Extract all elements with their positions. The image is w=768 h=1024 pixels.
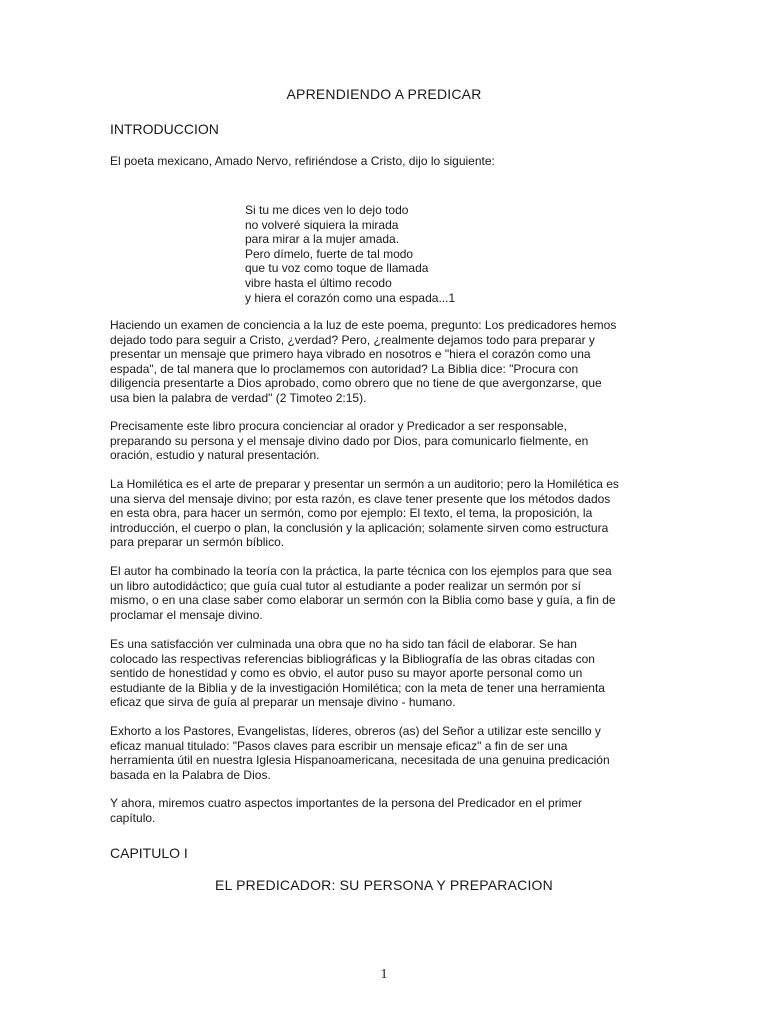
poem-quote <box>245 203 455 305</box>
paragraph-line: La Homilética es el arte de preparar y presentar un sermón a un auditorio; pero la Homilética es <box>110 477 619 491</box>
body-paragraph <box>110 637 670 710</box>
paragraph-line: mismo, o en una clase saber como elaborar un sermón con la Biblia como base y guía, a fin de <box>110 593 616 608</box>
paragraph-line: capítulo. <box>110 810 156 825</box>
paragraph-line: sentido de honestidad y como es obvio, el autor puso su mayor aporte personal como un <box>110 666 583 681</box>
poem-line: no volveré siquiera la mirada <box>245 217 399 232</box>
poem-line: vibre hasta el último recodo <box>245 275 392 290</box>
chapter-heading: CAPITULO I <box>110 845 188 861</box>
paragraph-line: proclamar el mensaje divino. <box>110 607 263 622</box>
paragraph-line: Precisamente este libro procura concienciar al orador y Predicador a ser responsable, <box>110 419 567 433</box>
poem-line: Pero dímelo, fuerte de tal modo <box>245 246 414 261</box>
body-paragraph <box>110 564 670 622</box>
paragraph-line: una sierva del mensaje divino; por esta razón, es clave tener presente que los métodos dados <box>110 491 611 506</box>
poem-line: Si tu me dices ven lo dejo todo <box>245 203 409 217</box>
paragraph-line: espada", de tal manera que lo proclamemos con autoridad? La Biblia dice: "Procura con <box>110 361 579 376</box>
section-heading-introduccion: INTRODUCCION <box>110 121 219 137</box>
paragraph-line: introducción, el cuerpo o plan, la conclusión y la aplicación; solamente sirven como estructura <box>110 520 609 535</box>
paragraph-line: El poeta mexicano, Amado Nervo, refiriéndose a Cristo, dijo lo siguiente: <box>110 154 495 168</box>
document-title: APRENDIENDO A PREDICAR <box>286 86 482 102</box>
paragraph-line: usa bien la palabra de verdad" (2 Timoteo 2:15). <box>110 390 367 405</box>
body-paragraph <box>110 419 670 463</box>
chapter-title: EL PREDICADOR: SU PERSONA Y PREPARACION <box>215 877 553 893</box>
body-paragraph <box>110 796 670 825</box>
paragraph-line: para preparar un sermón bíblico. <box>110 535 285 550</box>
poem-line: y hiera el corazón como una espada...1 <box>245 290 456 305</box>
paragraph-line: El autor ha combinado la teoría con la práctica, la parte técnica con los ejemplos para que sea <box>110 564 612 578</box>
intro-paragraph <box>110 154 670 169</box>
paragraph-line: un libro autodidáctico; que guía cual tutor al estudiante a poder realizar un sermón por sí <box>110 578 581 593</box>
paragraph-line: estudiante de la Biblia y de la investigación Homilética; con la meta de tener una herramienta <box>110 680 605 695</box>
paragraph-line: Exhorto a los Pastores, Evangelistas, líderes, obreros (as) del Señor a utilizar este sencillo y <box>110 724 601 738</box>
paragraph-line: eficaz manual titulado: "Pasos claves para escribir un mensaje eficaz" a fin de ser una <box>110 738 568 753</box>
paragraph-line: Y ahora, miremos cuatro aspectos importantes de la persona del Predicador en el primer <box>110 796 583 810</box>
body-paragraph <box>110 724 670 782</box>
paragraph-line: dejado todo para seguir a Cristo, ¿verdad? Pero, ¿realmente dejamos todo para preparar y <box>110 332 595 347</box>
poem-line: que tu voz como toque de llamada <box>245 261 429 276</box>
paragraph-line: diligencia presentarte a Dios aprobado, como obrero que no tiene de que avergonzarse, que <box>110 376 602 391</box>
paragraph-line: presentar un mensaje que primero haya vibrado en nosotros e "hiera el corazón como una <box>110 347 591 362</box>
body-paragraph <box>110 318 670 406</box>
paragraph-line: herramienta útil en nuestra Iglesia Hispanoamericana, necesitada de una genuina predicación <box>110 753 610 768</box>
paragraph-line: oración, estudio y natural presentación. <box>110 448 320 463</box>
paragraph-line: Haciendo un examen de conciencia a la luz de este poema, pregunto: Los predicadores hemos <box>110 318 617 332</box>
paragraph-line: Es una satisfacción ver culminada una obra que no ha sido tan fácil de elaborar. Se han <box>110 637 577 651</box>
page-number: 1 <box>380 967 388 982</box>
paragraph-line: basada en la Palabra de Dios. <box>110 767 271 782</box>
paragraph-line: en esta obra, para hacer un sermón, como por ejemplo: El texto, el tema, la proposición, la <box>110 506 593 521</box>
poem-line: para mirar a la mujer amada. <box>245 232 400 247</box>
paragraph-line: eficaz que sirva de guía al preparar un mensaje divino - humano. <box>110 695 456 710</box>
paragraph-line: colocado las respectivas referencias bibliográficas y la Bibliografía de las obras citadas con <box>110 651 595 666</box>
paragraph-line: preparando su persona y el mensaje divino dado por Dios, para comunicarlo fielmente, en <box>110 433 589 448</box>
body-paragraph <box>110 477 670 550</box>
